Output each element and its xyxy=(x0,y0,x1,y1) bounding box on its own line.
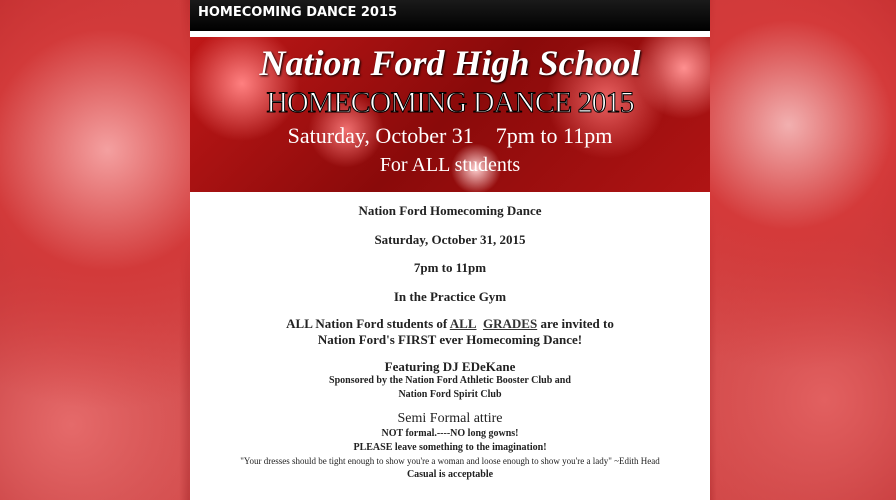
banner-school: Nation Ford High School xyxy=(259,43,641,83)
sponsor-line-1: Sponsored by the Nation Ford Athletic Booster Club and xyxy=(329,375,571,387)
page-title: HOMECOMING DANCE 2015 xyxy=(198,5,398,20)
flyer-column xyxy=(190,0,710,500)
featuring: Featuring DJ EDeKane xyxy=(384,358,516,374)
sponsor-line-2: Nation Ford Spirit Club xyxy=(398,389,502,401)
all-link: ALL xyxy=(449,316,477,332)
banner-time: 7pm to 11pm xyxy=(495,123,613,148)
event-time: 7pm to 11pm xyxy=(413,260,487,276)
banner-event: HOMECOMING DANCE 2015 xyxy=(266,86,634,119)
page-header xyxy=(190,0,710,31)
invite-text: ALL Nation Ford students of xyxy=(286,316,450,332)
grades-link: GRADES xyxy=(483,316,538,332)
invite-text-end: are invited to xyxy=(537,316,614,332)
please-line: PLEASE leave something to the imagination! xyxy=(353,441,547,453)
banner-datetime xyxy=(190,121,710,151)
banner-date: Saturday, October 31 xyxy=(287,123,474,148)
banner-image xyxy=(190,37,710,192)
flyer-body xyxy=(190,192,710,481)
banner-audience: For ALL students xyxy=(379,154,521,176)
event-place: In the Practice Gym xyxy=(393,288,507,304)
event-name: Nation Ford Homecoming Dance xyxy=(358,203,542,218)
event-date: Saturday, October 31, 2015 xyxy=(374,231,526,247)
not-formal: NOT formal.----NO long gowns! xyxy=(381,427,519,439)
invite-line-2: Nation Ford's FIRST ever Homecoming Dance! xyxy=(317,331,583,347)
attire: Semi Formal attire xyxy=(397,411,503,427)
invite-line xyxy=(190,316,710,332)
quote: "Your dresses should be tight enough to show you're a woman and loose enough to show you're a lady" ~Edith Head xyxy=(240,455,660,466)
casual-line: Casual is acceptable xyxy=(406,468,494,480)
